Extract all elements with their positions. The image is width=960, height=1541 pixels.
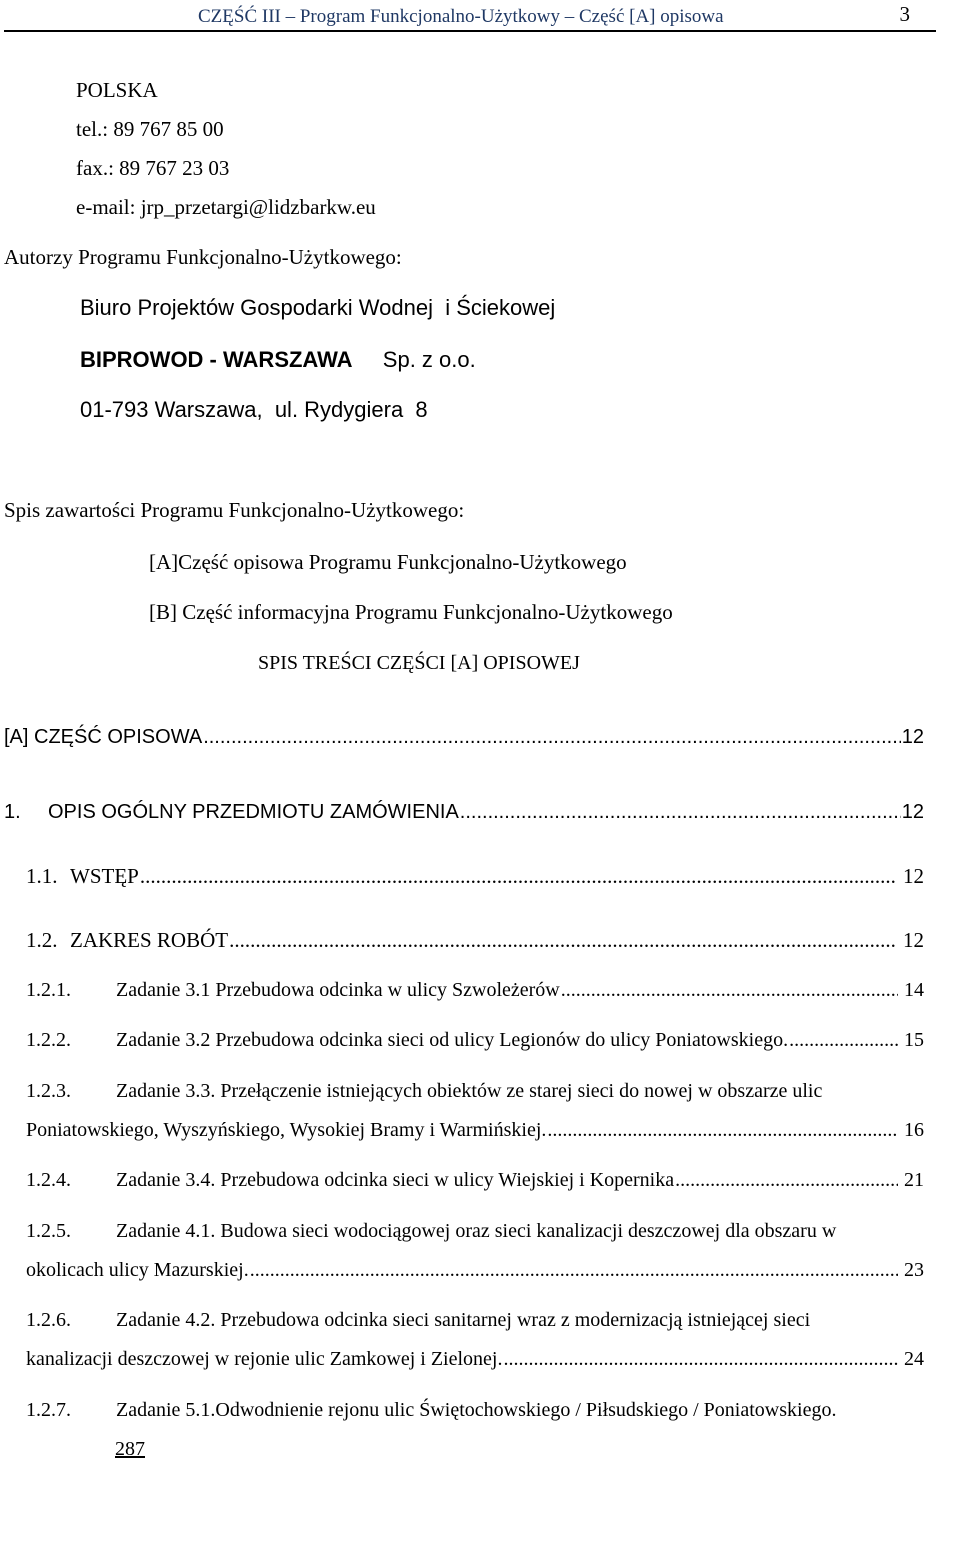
toc-entry-line[interactable] [26, 1309, 926, 1332]
running-header: CZĘŚĆ III – Program Funkcjonalno-Użytkowy – Część [A] opisowa [198, 6, 724, 27]
page-number: 3 [899, 2, 910, 26]
contents-part-b: [B] Część informacyjna Programu Funkcjonalno-Użytkowego [149, 600, 673, 624]
toc-entry-page-fragment: 287 [115, 1438, 145, 1460]
toc-entry-number: 1.2.3. [26, 1080, 71, 1102]
toc-entry-line[interactable] [26, 1220, 926, 1243]
toc-entry-number: 1. [4, 801, 21, 823]
toc-entry-label: OPIS OGÓLNY PRZEDMIOTU ZAMÓWIENIA [48, 801, 459, 823]
toc-entry-number: 1.2.4. [26, 1169, 71, 1191]
authors-org-line [80, 347, 476, 373]
toc-entry-page: 12 [901, 801, 924, 823]
toc-leader [675, 1169, 898, 1192]
toc-leader [547, 1119, 898, 1142]
header-rule [4, 30, 936, 32]
toc-entry-label-cont: Poniatowskiego, Wyszyńskiego, Wysokiej Bramy i Warmińskiej. [26, 1119, 547, 1141]
authors-address: 01-793 Warszawa, ul. Rydygiera 8 [80, 397, 428, 422]
toc-entry-page: 21 [899, 1169, 924, 1191]
authors-org-short: BIPROWOD - WARSZAWA [80, 347, 353, 372]
toc-entry-number: 1.2.2. [26, 1029, 71, 1051]
toc-leader [503, 1348, 898, 1371]
toc-entry-number: 1.2.1. [26, 979, 71, 1001]
toc-entry[interactable] [26, 1029, 924, 1052]
contents-heading: Spis zawartości Programu Funkcjonalno-Użytkowego: [4, 498, 465, 522]
toc-entry-page: 12 [897, 864, 924, 888]
toc-entry-page: 12 [897, 928, 924, 952]
toc-entry-page: 14 [899, 979, 924, 1001]
toc-entry-line[interactable] [26, 1399, 926, 1422]
toc-entry[interactable] [26, 1348, 924, 1371]
toc-entry-line[interactable] [26, 1080, 926, 1103]
contact-fax: fax.: 89 767 23 03 [76, 156, 230, 180]
toc-entry-number: 1.2.5. [26, 1220, 71, 1242]
authors-heading: Autorzy Programu Funkcjonalno-Użytkowego: [4, 245, 402, 269]
toc-entry[interactable] [26, 1169, 924, 1192]
toc-leader [250, 1259, 898, 1282]
toc-entry-number: 1.2.6. [26, 1309, 71, 1331]
contents-part-a: [A]Część opisowa Programu Funkcjonalno-Użytkowego [149, 550, 627, 574]
contact-tel: tel.: 89 767 85 00 [76, 117, 224, 141]
toc-entry-label: ZAKRES ROBÓT [70, 928, 229, 952]
toc-entry-label: WSTĘP [70, 864, 139, 888]
toc-entry-page: 16 [899, 1119, 924, 1141]
toc-entry-label: [A] CZĘŚĆ OPISOWA [4, 726, 203, 748]
toc-entry[interactable] [26, 864, 924, 889]
toc-entry-label: Zadanie 3.3. Przełączenie istniejących obiektów ze starej sieci do nowej w obszarze ulic [116, 1080, 823, 1102]
toc-leader [229, 928, 897, 953]
toc-entry[interactable] [26, 1259, 924, 1282]
toc-entry-number: 1.2. [26, 928, 58, 952]
toc-entry-page: 24 [899, 1348, 924, 1370]
toc-entry-label-cont: okolicach ulicy Mazurskiej. [26, 1259, 249, 1281]
toc-leader [789, 1029, 898, 1052]
toc-entry-label: Zadanie 5.1.Odwodnienie rejonu ulic Świętochowskiego / Piłsudskiego / Poniatowskiego. [116, 1399, 837, 1421]
authors-org-form: Sp. z o.o. [382, 347, 476, 372]
toc-leader [203, 726, 901, 749]
toc-entry[interactable] [4, 726, 924, 749]
toc-entry-page: 15 [899, 1029, 924, 1051]
toc-title: SPIS TREŚCI CZĘŚCI [A] OPISOWEJ [258, 652, 580, 674]
toc-leader [460, 801, 901, 824]
toc-entry[interactable] [26, 1119, 924, 1142]
toc-entry-label: Zadanie 3.1 Przebudowa odcinka w ulicy Szwoleżerów [116, 979, 560, 1001]
toc-leader [561, 979, 898, 1002]
contact-country: POLSKA [76, 78, 158, 102]
toc-entry-number: 1.2.7. [26, 1399, 71, 1421]
toc-entry-label-cont: kanalizacji deszczowej w rejonie ulic Zamkowej i Zielonej. [26, 1348, 503, 1370]
contact-email: e-mail: jrp_przetargi@lidzbarkw.eu [76, 195, 376, 219]
toc-entry-page: 12 [901, 726, 924, 748]
toc-entry-label: Zadanie 4.2. Przebudowa odcinka sieci sanitarnej wraz z modernizacją istniejącej sieci [116, 1309, 811, 1331]
toc-entry-label: Zadanie 3.2 Przebudowa odcinka sieci od ulicy Legionów do ulicy Poniatowskiego. [116, 1029, 789, 1051]
toc-entry-page: 23 [899, 1259, 924, 1281]
authors-org-name: Biuro Projektów Gospodarki Wodnej i Ściekowej [80, 295, 556, 320]
toc-leader [140, 864, 897, 889]
toc-entry[interactable] [26, 979, 924, 1002]
toc-entry-label: Zadanie 4.1. Budowa sieci wodociągowej oraz sieci kanalizacji deszczowej dla obszaru w [116, 1220, 837, 1242]
toc-entry-label: Zadanie 3.4. Przebudowa odcinka sieci w ulicy Wiejskiej i Kopernika [116, 1169, 675, 1191]
toc-entry[interactable] [26, 928, 924, 953]
toc-entry[interactable] [4, 801, 924, 824]
toc-entry-number: 1.1. [26, 864, 58, 888]
